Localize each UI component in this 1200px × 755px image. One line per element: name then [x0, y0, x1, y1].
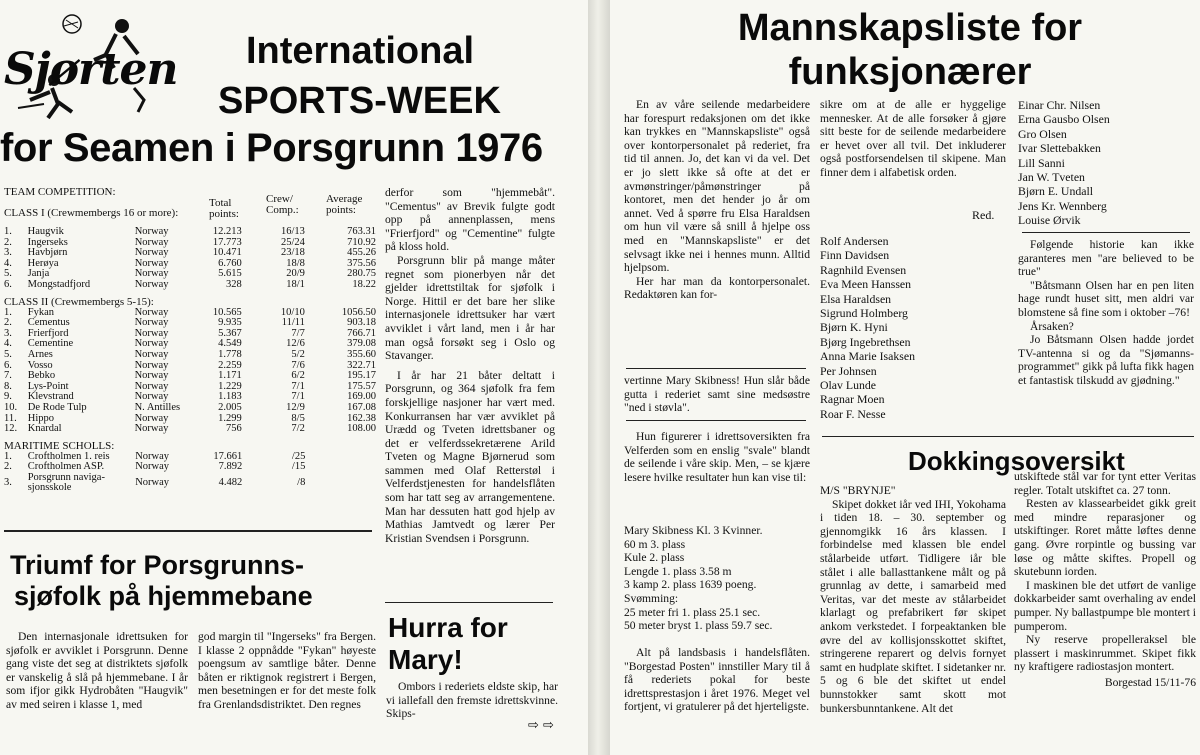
- crew-comp: /15: [291, 461, 306, 473]
- rank: 5.: [4, 268, 12, 280]
- crew-comp: 20/9: [286, 268, 305, 280]
- article-paragraph: Her har man da kontorpersonalet. Redaktøren kan for-: [624, 274, 810, 302]
- team-row: [4, 361, 376, 372]
- ship-name: Vosso: [27, 359, 53, 371]
- rank: 1.: [4, 450, 12, 462]
- country: Norway: [134, 327, 169, 339]
- team-row: [4, 339, 376, 350]
- crew-comp: 18/8: [286, 257, 305, 269]
- average-points: 903.18: [347, 317, 376, 329]
- result-line: Svømming:: [624, 591, 679, 605]
- ship-name: Cementus: [27, 317, 70, 329]
- average-points: 375.56: [347, 257, 376, 269]
- average-points: 322.71: [347, 359, 376, 371]
- total-points: 1.299: [218, 412, 242, 424]
- crew-comp: 11/11: [281, 317, 305, 329]
- rank: 7.: [4, 370, 12, 382]
- logo-wordmark: Sjørten: [4, 44, 178, 95]
- team-row: [4, 259, 376, 270]
- ship-name: Knardal: [27, 423, 62, 435]
- right-page: [610, 0, 1200, 755]
- average-points: 169.00: [347, 391, 376, 403]
- country: Norway: [134, 423, 169, 435]
- average-points: 18.22: [352, 278, 376, 290]
- staff-name: Erna Gausbo Olsen: [1018, 112, 1110, 127]
- ship-name: Fykan: [27, 306, 54, 318]
- crew-comp: 7/1: [291, 380, 305, 392]
- team-row: [4, 403, 376, 414]
- rank: 2.: [4, 236, 12, 248]
- hurra-intro: Ombors i rederiets eldste skip, har vi iallefall den fremste idrettskvinne. Skips-: [386, 680, 558, 721]
- total-points: 1.229: [218, 380, 242, 392]
- dokking-paragraph: utskiftede stål var for tynt etter Veritas regler. Totalt utskiftet ca. 27 tonn.: [1014, 470, 1196, 497]
- result-line: Lengde 1. plass 3.58 m: [624, 564, 732, 578]
- average-points: 710.92: [347, 236, 376, 248]
- rank: 4.: [4, 257, 12, 269]
- staff-name: Bjørn E. Undall: [1018, 184, 1094, 199]
- average-points: 175.57: [347, 380, 376, 392]
- country: Norway: [134, 359, 169, 371]
- rank: 5.: [4, 348, 12, 360]
- average-points: 108.00: [347, 423, 376, 435]
- average-points: [305, 462, 376, 473]
- staff-name: Anna Marie Isaksen: [820, 349, 915, 364]
- story-paragraph: Årsaken?: [1030, 319, 1074, 333]
- staff-name: Bjørn K. Hyni: [820, 320, 888, 335]
- dokking-paragraph: I maskinen ble det utført de vanlige dokkarbeider samt overhaling av endel pumper. Ny ballastpumpe ble montert i pumperom.: [1014, 578, 1196, 633]
- total-points: 1.171: [218, 370, 242, 382]
- page-gutter: [588, 0, 610, 755]
- divider: [626, 420, 806, 421]
- average-points: [305, 473, 376, 494]
- ship-name: Cementine: [27, 338, 74, 350]
- ship-name: Arnes: [27, 348, 53, 360]
- dokking-paragraph: Skipet dokket iår ved IHI, Yokohama i tiden 18. – 30. september og gjennomgikk 16 års klassen. I forbindelse med klassen ble endel stålarbeide utført. Tidligere iår ble stålet i alle ballasttankene målt og på grunnlag av dette, i samarbeid med Veritas, var det meste av stålarbeidet klarlagt og prefabrikert før skipet ankom verkstedet. I forpeaktanken ble øvre del av kollisjonsskottet skiftet, stringerene reparert og delvis fornyet samt en hudplate skiftet. I sidetanker nr. 5 og 6 ble det skiftet ut endel bunnstokker samt skott mot bunkersbunntankene. Alt det: [820, 497, 1006, 715]
- mannskapsliste-intro-column: [624, 98, 810, 302]
- divider: [1022, 232, 1190, 233]
- crew-comp: /25: [291, 450, 306, 462]
- rank: 3.: [4, 247, 12, 259]
- staff-names-list-2: [1018, 98, 1110, 228]
- crew-comp: 7/2: [291, 423, 305, 435]
- divider: [822, 436, 1194, 437]
- average-points: 355.60: [347, 348, 376, 360]
- team-row: [4, 424, 376, 435]
- total-points: 328: [225, 278, 242, 290]
- result-line: Kule 2. plass: [624, 551, 685, 565]
- title-porsgrunn: for Seamen i Porsgrunn 1976: [0, 126, 543, 170]
- staff-name: Finn Davidsen: [820, 248, 890, 263]
- team-heading: TEAM COMPETITION:: [4, 186, 116, 198]
- rank: 9.: [4, 391, 12, 403]
- country: Norway: [134, 348, 169, 360]
- total-points: 2.005: [218, 401, 242, 413]
- total-points: 2.259: [218, 359, 242, 371]
- country: Norway: [134, 268, 169, 280]
- dokkingsoversikt-headline: Dokkingsoversikt: [908, 446, 1125, 476]
- title-sports-week: SPORTS-WEEK: [218, 80, 501, 122]
- average-points: 162.38: [347, 412, 376, 424]
- ship-name: Frierfjord: [27, 327, 69, 339]
- staff-name: Olav Lunde: [820, 378, 877, 393]
- staff-name: Ragnar Moen: [820, 392, 885, 407]
- result-line: 25 meter fri 1. plass 25.1 sec.: [624, 605, 761, 619]
- rank: 3.: [4, 327, 12, 339]
- country: Norway: [135, 450, 170, 462]
- triumf-column-1: Den internasjonale idrettsuken for sjøfolk er avviklet i Porsgrunn. Denne gang viste det seg at distriktets sjøfolk er vanskelig å slå på hjemmebane. I år som ifjor gikk Hydrobåten "Haugvik" av med seiren i klasse 1, med: [6, 630, 188, 711]
- batsmann-story: [1018, 238, 1194, 388]
- mannskapsliste-headline: Mannskapsliste for funksjonærer: [737, 7, 1083, 93]
- team-row: [4, 248, 376, 259]
- article-paragraph: En av våre seilende medarbeidere har forespurt redaksjonen om det ikke kan trykkes en "Mannskapsliste" også over kontorpersonalet på rederiet, fra tid til annen. Jo, det kan vi da vel. Det er jo slett ikke så ofte at det er avmønstringer/påmønstringer på kontoret, men det hender jo år om annet. Ved å spørre fru Elsa Haraldsen om hun vil være så snill å hjelpe oss med en "Mannskapsliste" er det selvsagt ikke nei i hennes munn. Alltid hjelpsom.: [624, 98, 810, 275]
- country: Norway: [134, 247, 169, 259]
- dokking-paragraph: Resten av klassearbeidet gikk greit med mindre reparasjoner og utskiftinger. Roret måtte løftes denne gang. Øvre rorpintle og bussing var løse og måtte skiftes. Propell og skutebunn iorden.: [1014, 497, 1196, 579]
- country: Norway: [135, 477, 170, 489]
- average-points: 1056.50: [341, 306, 376, 318]
- staff-name: Bjørg Ingebrethsen: [820, 334, 911, 349]
- crew-comp: 12/6: [286, 338, 305, 350]
- country: Norway: [134, 257, 169, 269]
- average-points: 280.75: [347, 268, 376, 280]
- country: Norway: [134, 236, 169, 248]
- total-points: 10.471: [212, 247, 242, 259]
- staff-name: Rolf Andersen: [820, 234, 889, 248]
- sporten-logo: [4, 6, 176, 122]
- result-line: Mary Skibness Kl. 3 Kvinner.: [624, 524, 763, 537]
- mary-story: Hun figurerer i idrettsoversikten fra Velferden som en enslig "svale" blandt de seilende i våre skip. Men, – se kjære lesere hvilke resultater hun kan vise til:: [624, 430, 810, 484]
- country: Norway: [134, 317, 169, 329]
- crew-comp: 12/9: [286, 401, 305, 413]
- ship-name: Croftholmen ASP.: [27, 461, 105, 473]
- total-points: 12.213: [212, 226, 242, 237]
- result-line: 3 kamp 2. plass 1639 poeng.: [624, 578, 757, 592]
- total-points: 4.549: [218, 338, 242, 350]
- rank: 12.: [4, 423, 18, 435]
- average-points: 766.71: [347, 327, 376, 339]
- country: Norway: [134, 226, 169, 237]
- staff-name: Ragnhild Evensen: [820, 262, 907, 277]
- ship-name: De Rode Tulp: [27, 401, 87, 413]
- ship-name: Herøya: [27, 257, 59, 269]
- mary-results-list: [624, 524, 824, 633]
- ship-name: Mongstadfjord: [27, 278, 91, 290]
- hurra-headline: Hurra for Mary!: [388, 612, 508, 675]
- rank: 2.: [4, 461, 12, 473]
- total-points: 10.565: [212, 306, 242, 318]
- total-points: 1.183: [218, 391, 242, 403]
- crew-comp: 7/6: [291, 359, 305, 371]
- crew-comp: /8: [297, 477, 306, 489]
- average-points: 455.26: [347, 247, 376, 259]
- crew-comp: 5/2: [291, 348, 305, 360]
- staff-name: Ivar Slettebakken: [1018, 141, 1101, 156]
- col-header-crew: Crew/ Comp.:: [266, 193, 299, 216]
- class1-table: [4, 227, 376, 291]
- total-points: 7.892: [218, 461, 243, 473]
- staff-name: Sigrund Holmberg: [820, 306, 908, 321]
- country: Norway: [135, 461, 170, 473]
- crew-comp: 18/1: [286, 278, 305, 290]
- result-line: 60 m 3. plass: [624, 537, 686, 551]
- country: Norway: [134, 338, 169, 350]
- ship-name: Porsgrunn naviga- sjonsskole: [27, 471, 105, 494]
- total-points: 9.935: [218, 317, 242, 329]
- country: Norway: [134, 412, 169, 424]
- result-line: 50 meter bryst 1. plass 59.7 sec.: [624, 619, 773, 633]
- ship-name: Janja: [27, 268, 50, 280]
- staff-name: Louise Ørvik: [1018, 213, 1081, 228]
- story-paragraph: Jo Båtsmann Olsen hadde jordet TV-antenna si og da "Sjømanns-programmet" gikk på lufta fikk hagen et fantastisk tilskudd av gjødning.": [1018, 333, 1194, 387]
- col-header-average: Average points:: [326, 193, 363, 216]
- dokking-column-2: [1014, 470, 1196, 690]
- average-points: 763.31: [347, 226, 376, 237]
- article-paragraph: derfor som "hjemmebåt". "Cementus" av Brevik fulgte godt opp på annenplassen, mens "Frierfjord" og "Cementine" fulgte på kloss hold.: [385, 186, 555, 254]
- total-points: 5.367: [218, 327, 242, 339]
- col-header-total: Total points:: [209, 197, 239, 220]
- title-international: International: [246, 30, 475, 72]
- ship-name: Klevstrand: [27, 391, 74, 403]
- article-paragraph: Porsgrunn blir på mange måter regnet som pionerbyen når det gjelder idrettstiltak for sjøfolk i Norge. Hittil er det bare her slike internasjonele idrettsuker har vært avviklet i vårt land, men i år har man også forsøkt seg i Oslo og Stavanger.: [385, 253, 555, 363]
- ship-name: Ingerseks: [27, 236, 68, 248]
- staff-name: Per Johnsen: [820, 363, 877, 378]
- rank: 8.: [4, 380, 12, 392]
- average-points: [305, 452, 376, 463]
- ship-name: Lys-Point: [27, 380, 69, 392]
- staff-name: Jan W. Tveten: [1018, 170, 1085, 185]
- dokking-paragraph: Ny reserve propelleraksel ble plassert i maskinrummet. Skipet fikk ny kraftigere radiostasjon montert.: [1014, 633, 1196, 674]
- rank: 4.: [4, 338, 12, 350]
- country: Norway: [134, 370, 169, 382]
- total-points: 1.778: [218, 348, 242, 360]
- mary-conclusion: Alt på landsbasis i handelsflåten. "Borgestad Posten" innstiller Mary til å få rederiets pokal for beste idrettsprestasjon i året 1976. Meget vel fortjent, vi gratulerer på det hjerteligste.: [624, 646, 810, 714]
- staff-name: Jens Kr. Wennberg: [1018, 198, 1107, 213]
- rank: 10.: [4, 401, 18, 413]
- staff-name: Einar Chr. Nilsen: [1018, 98, 1101, 112]
- article-paragraph: I år har 21 båter deltatt i Porsgrunn, og 364 sjøfolk fra fem forskjellige nasjoner har vært med. Konkurransen har vær avviklet på Urædd og Tveten idrettsbaner og det er velferdssekretærene Arild Tveten og Magne Bjørnerud som sammen med Olaf Retterstøl i Velferdstjenesten for handelsflåten som har tatt seg av arrangementene. Man har dessuten hatt god hjelp av Mathias Jamtvedt og lærer Per Kristian Svendsen i Porsgrunn.: [385, 368, 555, 545]
- total-points: 5.615: [218, 268, 242, 280]
- country: Norway: [134, 306, 169, 318]
- mary-intro: vertinne Mary Skibness! Hun slår både gutta i rederiet samt sine medsøstre "ned i støvla".: [624, 374, 810, 415]
- team-row: [4, 473, 376, 494]
- staff-name: Eva Meen Hanssen: [820, 277, 912, 292]
- dokking-column-1: [820, 484, 1006, 715]
- country: Norway: [134, 391, 169, 403]
- crew-comp: 8/5: [291, 412, 305, 424]
- dokking-signature: Borgestad 15/11-76: [1104, 675, 1196, 689]
- rank: 6.: [4, 359, 12, 371]
- divider: [385, 602, 553, 603]
- staff-name: Elsa Haraldsen: [820, 291, 892, 306]
- triumf-headline: Triumf for Porsgrunns- sjøfolk på hjemmebane: [10, 550, 313, 611]
- maritime-table: [4, 452, 376, 494]
- mannskapsliste-continued: sikre om at de alle er hyggelige mennesker. At de alle forsøker å gjøre sitt beste for de seilende medarbeidere er hevet over all tvil. Det inkluderer også postforsendelsen til skipene. Man finner dem i alfabetisk orden.: [820, 98, 1006, 179]
- class2-table: [4, 308, 376, 435]
- crew-comp: 25/24: [280, 236, 305, 248]
- country: Norway: [134, 278, 169, 290]
- crew-comp: 7/7: [291, 327, 305, 339]
- editor-signature: Red.: [972, 208, 995, 222]
- ship-name: Haugvik: [27, 226, 64, 237]
- crew-comp: 6/2: [291, 370, 305, 382]
- crew-comp: 16/13: [280, 226, 305, 237]
- rank: 2.: [4, 317, 12, 329]
- rank: 11.: [4, 412, 17, 424]
- rank: 1.: [4, 306, 12, 318]
- crew-comp: 23/18: [280, 247, 305, 259]
- ship-name: Bebko: [27, 370, 56, 382]
- ship-name: M/S "BRYNJE": [820, 484, 896, 497]
- staff-names-list-1: [820, 234, 915, 421]
- total-points: 756: [226, 423, 242, 435]
- total-points: 6.760: [218, 257, 242, 269]
- ship-name: Havbjørn: [27, 247, 68, 259]
- team-competition-table: [4, 186, 376, 494]
- divider: [4, 530, 372, 532]
- country: Norway: [134, 380, 169, 392]
- sports-week-article-column: [385, 186, 555, 545]
- left-page: [0, 0, 588, 755]
- continue-arrows-icon: ⇨ ⇨: [528, 718, 554, 733]
- total-points: 4.482: [218, 477, 243, 489]
- staff-name: Gro Olsen: [1018, 126, 1067, 141]
- class1-title: CLASS I (Crewmembergs 16 or more):: [4, 207, 179, 219]
- crew-comp: 7/1: [291, 391, 305, 403]
- ship-name: Hippo: [27, 412, 54, 424]
- team-row: [4, 350, 376, 361]
- total-points: 17.773: [212, 236, 242, 248]
- country: N. Antilles: [134, 401, 181, 413]
- average-points: 379.08: [347, 338, 376, 350]
- crew-comp: 10/10: [280, 306, 305, 318]
- story-paragraph: Følgende historie kan ikke garanteres men "are believed to be true": [1018, 238, 1194, 279]
- total-points: 17.661: [213, 450, 243, 462]
- ship-name: Croftholmen 1. reis: [27, 450, 110, 462]
- maritime-title: MARITIME SCHOLLS:: [4, 439, 115, 452]
- rank: 6.: [4, 278, 12, 290]
- rank: 3.: [4, 477, 12, 489]
- average-points: 167.08: [347, 401, 376, 413]
- average-points: 195.17: [347, 370, 376, 382]
- divider: [626, 368, 806, 369]
- rank: 1.: [4, 226, 12, 237]
- team-row: [4, 280, 376, 291]
- class2-title: CLASS II (Crewmembergs 5-15):: [4, 295, 154, 308]
- story-paragraph: "Båtsmann Olsen har en pen liten hage rundt huset sitt, men aldri var blomstene så fine som i oktober –76!: [1018, 278, 1194, 319]
- triumf-column-2: god margin til "Ingerseks" fra Bergen. I klasse 2 oppnådde "Fykan" høyeste poengsum av samtlige båter. Denne båten er riktignok registrert i Bergen, men besetningen er for det meste folk fra Grenlandsdistriktet. Den regnes: [198, 630, 376, 711]
- staff-name: Roar F. Nesse: [820, 406, 886, 421]
- staff-name: Lill Sanni: [1018, 155, 1065, 170]
